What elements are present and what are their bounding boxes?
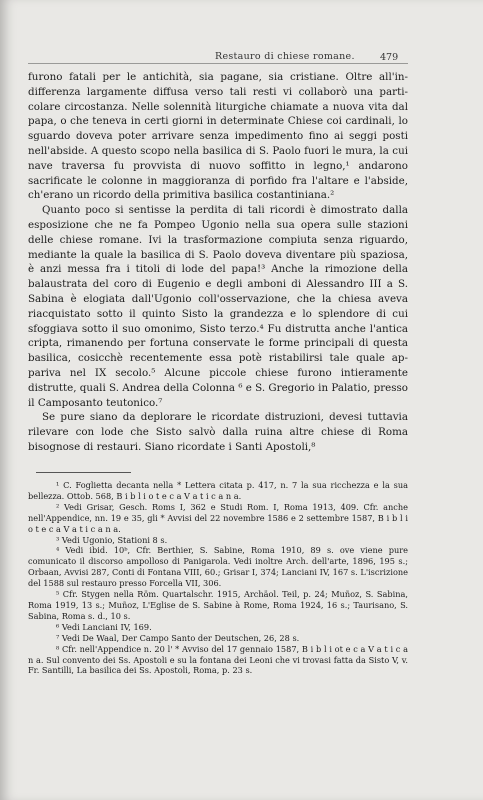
running-header: Restauro di chiese romane. — [215, 51, 355, 62]
footnote: ⁴ Vedi ibid. 10ᵇ, Cfr. Berthier, S. Sabine, Roma 1910, 89 s. ove viene pure comunicato il discorso ampolloso di Panigarola. Vedi inoltre Arch. dell'arte, 1896, 195 s.; Orbaan, Avvisi 287, Conti di Fontana VIII, 60.; Grisar I, 374; Lanciani IV, 167 s. L'iscrizione del 1588 sul restauro presso Forcella VII, 306. — [28, 545, 408, 589]
footnote: ⁷ Vedi De Waal, Der Campo Santo der Deutschen, 26, 28 s. — [56, 632, 300, 643]
footnote: ⁸ Cfr. nell'Appendice n. 20 l' * Avviso del 17 gennaio 1587, B i b l i ot e c a V a t i c a n a. Sul convento dei Ss. Apostoli e su la fontana dei Leoni che vi trovasi fatta da Sisto V, v. Fr. Santilli, La basilica dei Ss. Apostoli, Roma, p. 23 s. — [28, 643, 408, 676]
footnote: ¹ C. Foglietta decanta nella * Lettera citata p. 417, n. 7 la sua ricchezza e la sua bellezza. Ottob. 568, B i b l i o t e c a V a t i c a n a. — [28, 480, 408, 501]
footnote: ² Vedi Grisar, Gesch. Roms I, 362 e Studi Rom. I, Roma 1913, 409. Cfr. anche nell'Appendice, nn. 19 e 35, gli * Avvisi del 22 novembre 1586 e 2 settembre 1587, B i b l i o t e c a V a t i c a n a. — [28, 501, 408, 534]
footnote: ⁵ Cfr. Stygen nella Röm. Quartalschr. 1915, Archäol. Teil, p. 24; Muñoz, S. Sabina, Roma 1919, 13 s.; Muñoz, L'Eglise de S. Sabine à Rome, Roma 1924, 16 s.; Taurisano, S. Sabina, Roma s. d., 10 s. — [28, 589, 408, 621]
footnote: ³ Vedi Ugonio, Stationi 8 s. — [56, 534, 168, 545]
paragraph: furono fatali per le antichità, sia pagane, sia cristiane. Oltre all'indifferenza largamente diffusa verso tali resti vi collaborò una particolare circostanza. Nelle solennità liturgiche chiamate a nuova vita dal papa, o che teneva in certi giorni in determinate Chiese coi cardinali, lo sguardo doveva poter arrivare senza impedimento fino ai seggi posti nell'abside. A questo scopo nella basilica di S. Paolo fuori le mura, la cui nave traversa fu provvista di nuovo soffitto in legno,¹ andarono sacrificate le colonne in maggioranza di porfido fra l'altare e l'abside, ch'erano un ricordo della primitiva basilica costantiniana.² — [28, 71, 408, 202]
footnote-rule — [36, 472, 131, 473]
paragraph: Se pure siano da deplorare le ricordate distruzioni, devesi tuttavia rilevare con lode che Sisto salvò dalla ruina altre chiese di Roma bisognose di restauri. Siano ricordate i Santi Apostoli,⁸ — [28, 411, 408, 453]
main-text — [28, 70, 408, 455]
footnotes — [28, 480, 408, 676]
paragraph: Quanto poco si sentisse la perdita di tali ricordi è dimostrato dalla esposizione che ne fa Pompeo Ugonio nella sua opera sulle stazioni delle chiese romane. Ivi la trasformazione compiuta senza riguardo, mediante la quale la basilica di S. Paolo doveva diventare più spaziosa, è anzi messa fra i titoli di lode del papa!³ Anche la rimozione della balaustrata del coro di Eugenio e degli amboni di Alessandro III a S. Sabina è elogiata dall'Ugonio coll'osservazione, che la chiesa aveva riacquistato sotto il quinto Sisto la grandezza e lo splendore di cui sfoggiava sotto il suo omonimo, Sisto terzo.⁴ Fu distrutta anche l'antica cripta, rimanendo per fortuna conservate le forme principali di questa basilica, cosicchè recentemente essa potè ristabilirsi tale quale appariva nel IX secolo.⁵ Alcune piccole chiese furono intieramente distrutte, quali S. Andrea della Colonna ⁶ e S. Gregorio in Palatio, presso il Camposanto teutonico.⁷ — [28, 204, 408, 409]
footnote: ⁶ Vedi Lanciani IV, 169. — [56, 621, 152, 632]
page-number: 479 — [380, 52, 399, 63]
header-rule — [28, 63, 408, 64]
